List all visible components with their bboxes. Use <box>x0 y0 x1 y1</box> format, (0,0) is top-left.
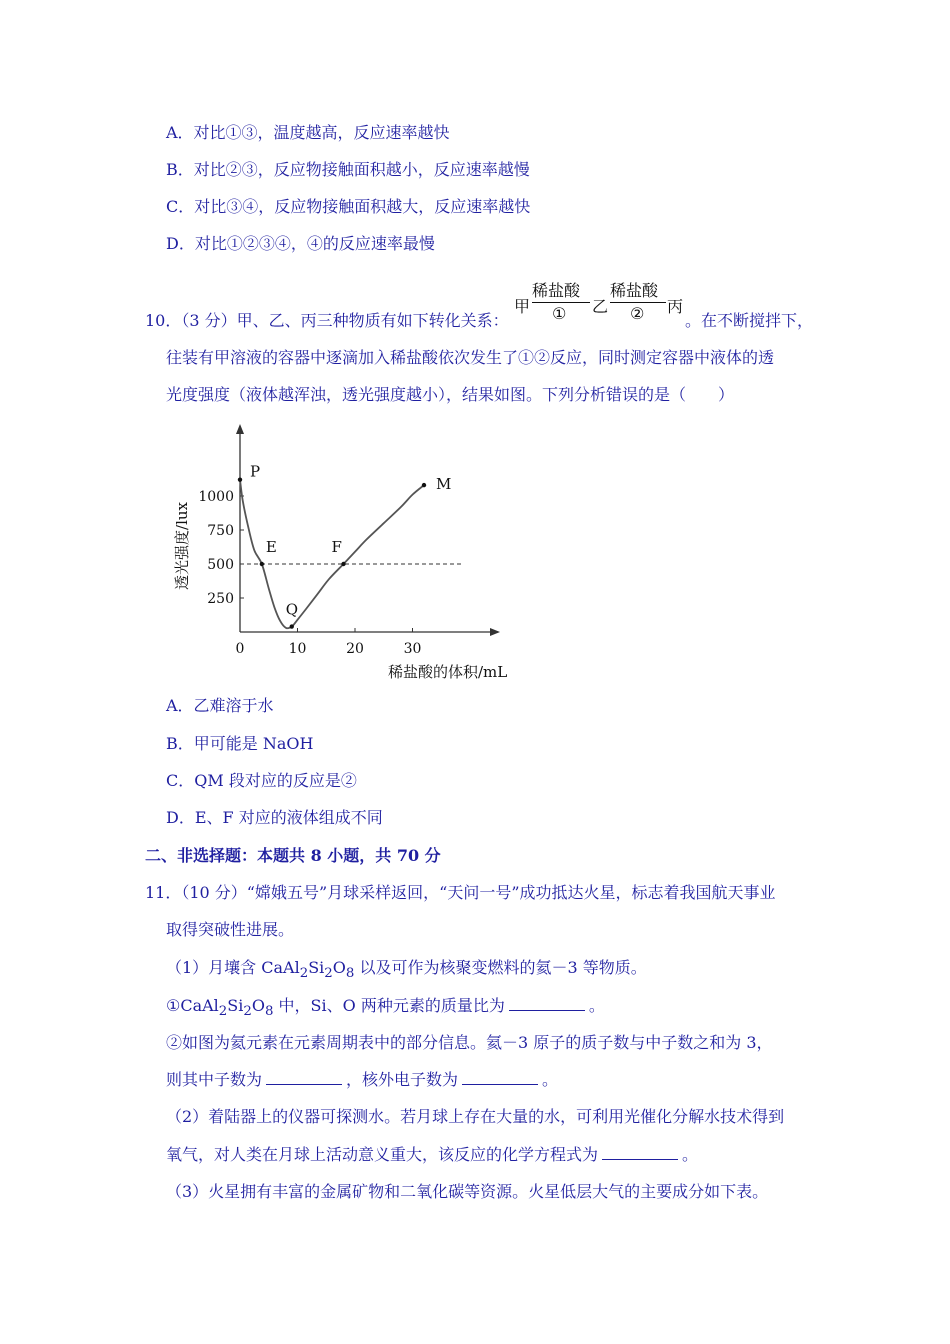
formula-subscript: 2 <box>243 1004 252 1020</box>
y-tick-label: 500 <box>207 557 234 573</box>
q9-option-b: B．对比②③，反应物接触面积越小，反应速率越慢 <box>166 160 530 179</box>
scheme-substance-a: 甲 <box>514 297 531 316</box>
scheme-step-1: ① <box>552 304 567 323</box>
q9-option-d: D．对比①②③④，④的反应速率最慢 <box>166 234 435 253</box>
scheme-arrow-2 <box>610 302 666 303</box>
q10-option-a: A．乙难溶于水 <box>166 696 274 715</box>
formula-text: Si <box>227 996 244 1015</box>
part1-intro-text: 以及可作为核聚变燃料的氦－3 等物质。 <box>354 958 647 977</box>
x-axis-label: 稀盐酸的体积/mL <box>388 663 508 681</box>
x-tick-label: 20 <box>346 641 364 657</box>
q11-part1-intro <box>166 958 647 984</box>
q10-stem-line3: 光度强度（液体越浑浊，透光强度越小），结果如图。下列分析错误的是（ ） <box>166 385 735 404</box>
point-label-e: E <box>265 538 277 556</box>
part2-text: 氧气，对人类在月球上活动意义重大，该反应的化学方程式为 <box>166 1145 599 1164</box>
point-f <box>341 562 345 566</box>
q1-text: 中，Si、O 两种元素的质量比为 <box>273 996 505 1015</box>
q10-stem-line1-tail: 。在不断搅拌下， <box>685 311 814 330</box>
y-axis-label: 透光强度/lux <box>173 502 191 590</box>
q10-option-d: D．E、F 对应的液体组成不同 <box>166 808 383 827</box>
part2-end: 。 <box>682 1145 699 1164</box>
point-label-m: M <box>436 475 452 494</box>
answer-blank-electrons[interactable] <box>462 1070 538 1085</box>
q10-stem-line2: 往装有甲溶液的容器中逐滴加入稀盐酸依次发生了①②反应，同时测定容器中液体的透 <box>166 348 775 367</box>
point-label-f: F <box>331 538 342 556</box>
x-tick-label: 30 <box>403 641 422 657</box>
point-p <box>238 477 242 481</box>
q2-text: ，核外电子数为 <box>346 1070 459 1089</box>
x-tick-label: 0 <box>235 641 245 657</box>
q2-end: 。 <box>542 1070 559 1089</box>
q11-part1-q2-line2 <box>166 1070 558 1090</box>
scheme-step-2: ② <box>630 304 645 323</box>
scheme-substance-b: 乙 <box>592 297 609 316</box>
answer-blank-equation[interactable] <box>602 1145 678 1160</box>
answer-blank-neutrons[interactable] <box>266 1070 342 1085</box>
point-m <box>422 483 426 487</box>
y-tick-label: 250 <box>207 591 234 607</box>
q9-option-a: A．对比①③，温度越高，反应速率越快 <box>166 123 450 142</box>
x-tick-label: 10 <box>288 641 307 657</box>
formula-text: O <box>332 958 346 977</box>
q11-part2-line1: （2）着陆器上的仪器可探测水。若月球上存在大量的水，可利用光催化分解水技术得到 <box>166 1107 785 1126</box>
section-2-heading: 二、非选择题：本题共 8 小题，共 70 分 <box>145 846 441 865</box>
q11-stem-line2: 取得突破性进展。 <box>166 920 295 939</box>
scheme-reagent-1: 稀盐酸 <box>532 281 581 300</box>
scheme-substance-c: 丙 <box>667 297 684 316</box>
formula-text: Si <box>308 958 325 977</box>
point-label-q: Q <box>285 600 299 619</box>
q9-option-c: C．对比③④，反应物接触面积越大，反应速率越快 <box>166 197 531 216</box>
transmittance-chart <box>160 418 530 688</box>
q10-reaction-scheme <box>514 280 684 322</box>
q10-stem-line1: 10．（3 分）甲、乙、丙三种物质有如下转化关系： <box>145 311 509 330</box>
x-axis-arrow-icon <box>490 628 500 636</box>
y-tick-label: 750 <box>207 523 234 539</box>
formula-subscript: 2 <box>324 966 333 982</box>
formula-text: （1）月壤含 CaAl <box>166 958 300 977</box>
q10-option-b: B．甲可能是 NaOH <box>166 734 314 753</box>
point-label-p: P <box>250 462 261 481</box>
q2-text: 则其中子数为 <box>166 1070 263 1089</box>
y-axis-arrow-icon <box>236 424 244 434</box>
formula-text: ①CaAl <box>166 996 219 1015</box>
point-q <box>290 624 294 628</box>
y-tick-label: 1000 <box>198 489 234 505</box>
formula-text: O <box>251 996 265 1015</box>
q11-part3: （3）火星拥有丰富的金属矿物和二氧化碳等资源。火星低层大气的主要成分如下表。 <box>166 1182 769 1201</box>
formula-subscript: 8 <box>264 1004 274 1020</box>
formula-subscript: 8 <box>345 966 355 982</box>
point-e <box>260 562 264 566</box>
q11-part1-q1 <box>166 996 605 1022</box>
scheme-arrow-1 <box>532 302 590 303</box>
formula-subscript: 2 <box>299 966 309 982</box>
q11-part1-q2-line1: ②如图为氦元素在元素周期表中的部分信息。氦－3 原子的质子数与中子数之和为 3， <box>166 1033 773 1052</box>
scheme-reagent-2: 稀盐酸 <box>610 281 659 300</box>
answer-blank[interactable] <box>509 996 585 1011</box>
q11-part2-line2 <box>166 1145 698 1165</box>
q1-end: 。 <box>588 996 605 1015</box>
formula-subscript: 2 <box>218 1004 228 1020</box>
q11-stem-line1: 11．（10 分）“嫦娥五号”月球采样返回，“天问一号”成功抵达火星，标志着我国航天事业 <box>145 883 776 902</box>
q10-option-c: C．QM 段对应的反应是② <box>166 771 357 790</box>
